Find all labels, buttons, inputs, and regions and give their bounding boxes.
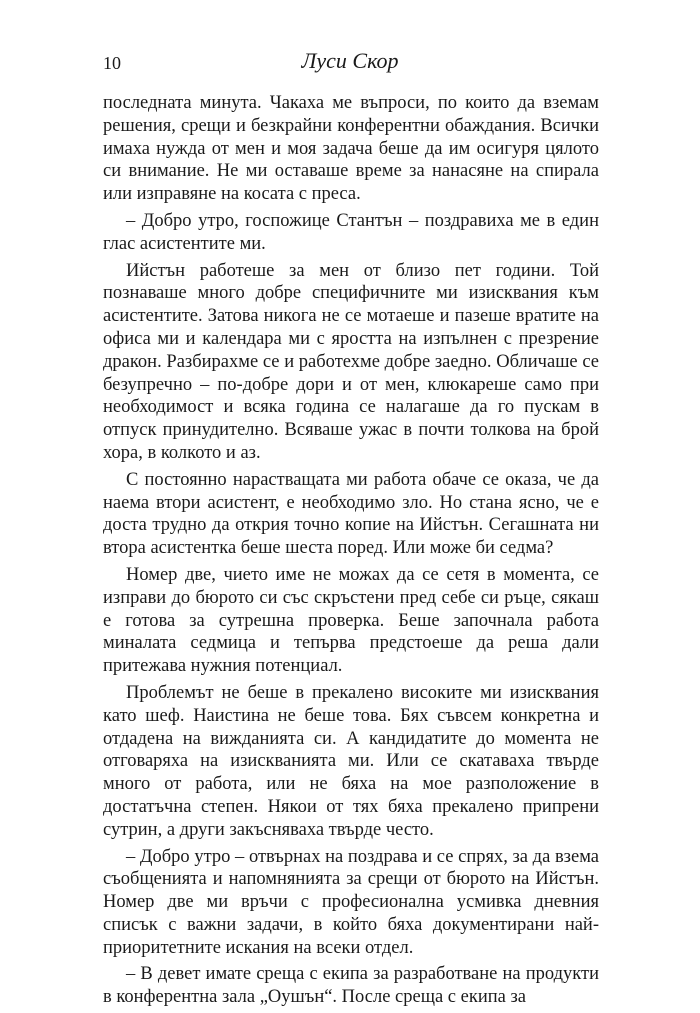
- paragraph: С постоянно нарастващата ми работа обаче се оказа, че да наема втори асистент, е необходимо зло. Но стана ясно, че е доста трудно да открия точно копие на Ийстън. Сегашната ни втора асистентка беше шеста поред. Или може би седма?: [103, 469, 599, 559]
- page-number: 10: [103, 53, 121, 73]
- body-text: [103, 92, 599, 1013]
- paragraph: последната минута. Чакаха ме въпроси, по които да вземам решения, срещи и безкрайни конферентни обаждания. Всички имаха нужда от мен и моя задача беше да им осигуря цялото си внимание. Не ми оставаше време за нанасяне на спирала или изправяне на косата с преса.: [103, 93, 599, 205]
- paragraph: – Добро утро, госпожице Стантън – поздравиха ме в един глас асистентите ми.: [103, 210, 599, 254]
- paragraph: – Добро утро – отвърнах на поздрава и се спрях, за да взема съобщенията и напомнянията за срещи от бюрото на Ийстън. Номер две ми връчи с професионална усмивка дневния списък с важни задачи, в който бяха документирани най-приоритетните искания на всеки отдел.: [103, 846, 599, 958]
- page-header: [103, 50, 597, 80]
- paragraph: – В девет имате среща с екипа за разработване на продукти в конферентна зала „Оушън“. После среща с екипа за: [103, 964, 599, 1008]
- paragraph: Ийстън работеше за мен от близо пет години. Той познаваше много добре специфичните ми изисквания към асистентите. Затова никога не се мотаеше и пазеше вратите на офиса ми и календара ми с яростта на изпълнен с презрение дракон. Разбирахме се и работехме добре заедно. Обличаше се безупречно – по-добре дори и от мен, клюкареше само при необходимост и всяка година се налагаше да го пускам в отпуск принудително. Всяваше ужас в почти толкова на брой хора, в колкото и аз.: [103, 260, 599, 463]
- running-head-author: Луси Скор: [301, 48, 399, 73]
- paragraph: Проблемът не беше в прекалено високите ми изисквания като шеф. Наистина не беше това. Бях съвсем конкретна и отдадена на вижданията си. А кандидатите до момента не отговаряха на изискванията ми. Или се скатаваха твърде много от работа, или не бяха на мое разположение в достатъчна степен. Някои от тях бяха прекалено припрени сутрин, а други закъсняваха твърде често.: [103, 682, 599, 840]
- paragraph: Номер две, чието име не можах да се сетя в момента, се изправи до бюрото си със скръстени пред себе си ръце, сякаш е готова за сутрешна проверка. Беше започнала работа миналата седмица и тепърва предстоеше да реша дали притежава нужния потенциал.: [103, 564, 599, 677]
